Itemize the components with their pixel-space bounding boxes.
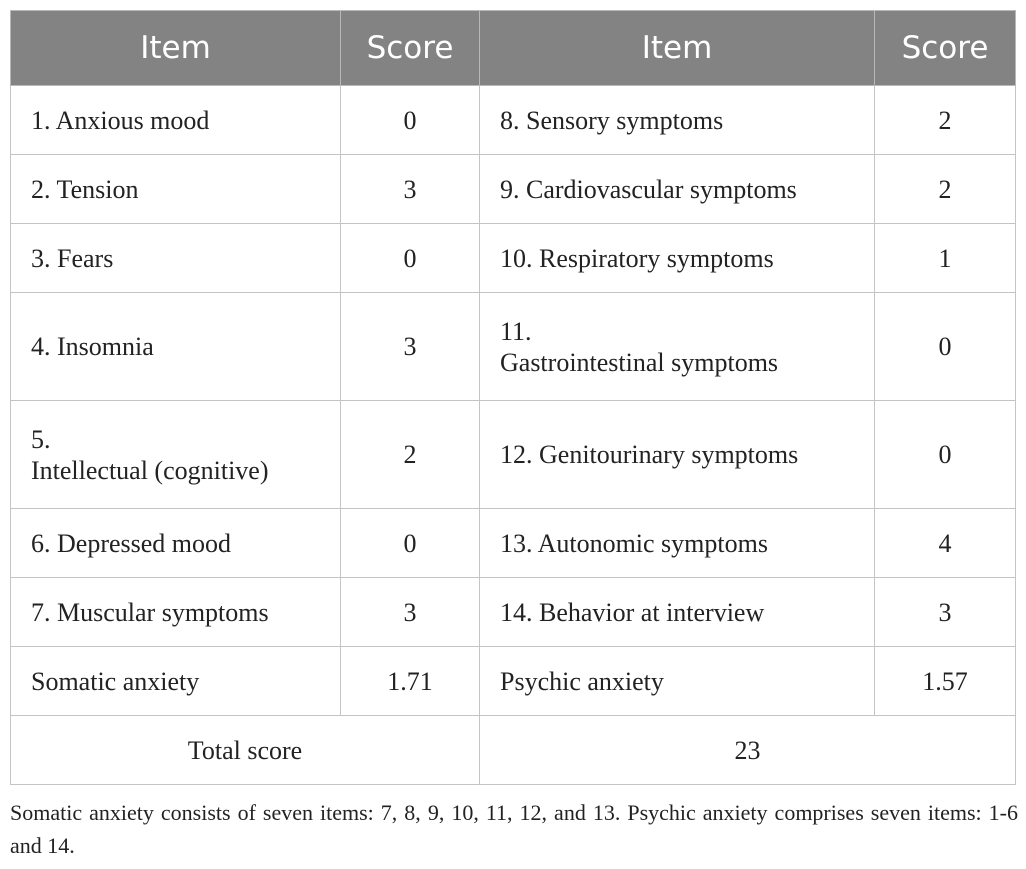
left-score: 0	[341, 509, 480, 578]
right-item: 13. Autonomic symptoms	[480, 509, 875, 578]
right-item-line: Gastrointestinal symptoms	[500, 347, 779, 377]
right-item: 10. Respiratory symptoms	[480, 224, 875, 293]
left-score: 3	[341, 155, 480, 224]
left-item-line: Intellectual (cognitive)	[31, 455, 269, 485]
table-row	[11, 86, 1016, 155]
right-score: 1	[875, 224, 1016, 293]
table-footnote: Somatic anxiety consists of seven items: 7, 8, 9, 10, 11, 12, and 13. Psychic anxiety comprises seven items: 1-6 and 14.	[10, 800, 1018, 858]
subscale-row	[11, 647, 1016, 716]
left-item: 2. Tension	[11, 155, 341, 224]
left-score: 0	[341, 224, 480, 293]
table-row	[11, 509, 1016, 578]
hama-score-table	[10, 10, 1016, 785]
somatic-anxiety-label: Somatic anxiety	[11, 647, 341, 716]
right-item: 9. Cardiovascular symptoms	[480, 155, 875, 224]
table-row	[11, 293, 1016, 401]
right-score: 4	[875, 509, 1016, 578]
right-item: 12. Genitourinary symptoms	[480, 401, 875, 509]
left-score: 3	[341, 293, 480, 401]
header-item-right: Item	[480, 11, 875, 86]
right-score: 3	[875, 578, 1016, 647]
psychic-anxiety-label: Psychic anxiety	[480, 647, 875, 716]
right-item	[480, 293, 875, 401]
left-score: 2	[341, 401, 480, 509]
somatic-anxiety-score: 1.71	[341, 647, 480, 716]
total-score-label: Total score	[11, 716, 480, 785]
header-item-left: Item	[11, 11, 341, 86]
header-row	[11, 11, 1016, 86]
right-score: 2	[875, 155, 1016, 224]
right-item: 14. Behavior at interview	[480, 578, 875, 647]
right-item-line: 11.	[500, 316, 532, 346]
left-item: 6. Depressed mood	[11, 509, 341, 578]
left-item: 4. Insomnia	[11, 293, 341, 401]
total-row	[11, 716, 1016, 785]
total-score-value: 23	[480, 716, 1016, 785]
right-score: 0	[875, 293, 1016, 401]
left-item	[11, 401, 341, 509]
table-row	[11, 578, 1016, 647]
right-item: 8. Sensory symptoms	[480, 86, 875, 155]
psychic-anxiety-score: 1.57	[875, 647, 1016, 716]
table-row	[11, 224, 1016, 293]
left-score: 0	[341, 86, 480, 155]
table-container	[10, 10, 1015, 785]
header-score-right: Score	[875, 11, 1016, 86]
header-score-left: Score	[341, 11, 480, 86]
table-row	[11, 155, 1016, 224]
table-row	[11, 401, 1016, 509]
right-score: 2	[875, 86, 1016, 155]
left-item-line: 5.	[31, 424, 51, 454]
left-item: 1. Anxious mood	[11, 86, 341, 155]
left-item: 3. Fears	[11, 224, 341, 293]
right-score: 0	[875, 401, 1016, 509]
left-item: 7. Muscular symptoms	[11, 578, 341, 647]
left-score: 3	[341, 578, 480, 647]
